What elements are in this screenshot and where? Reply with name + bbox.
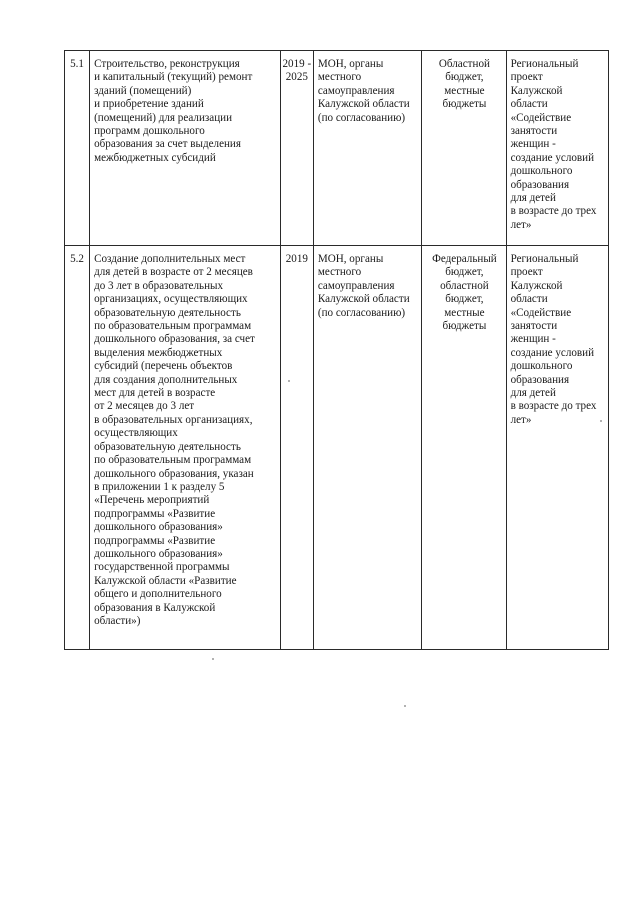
scan-speck	[212, 658, 214, 660]
measure-name: Создание дополнительных мест для детей в возрасте от 2 месяцев до 3 лет в образовательных организациях, осуществляющих образовательную деятельность по образовательным программам дошкольного образования, за счет выделения межбюджетных субсидий (перечень объектов для создания дополнительных мест для детей в возрасте от 2 месяцев до 3 лет в образовательных организациях, осуществляющих образовательную деятельность по образовательным программам дошкольного образования, указан в приложении 1 к разделу 5 «Перечень мероприятий подпрограммы «Развитие дошкольного образования» подпрограммы «Развитие дошкольного образования» государственной программы Калужской области «Развитие общего и дополнительного образования в Калужской области»)	[90, 246, 281, 650]
scan-speck	[404, 705, 406, 707]
table-row	[65, 51, 609, 246]
measures-table	[64, 50, 609, 650]
measure-name: Строительство, реконструкция и капитальный (текущий) ремонт зданий (помещений) и приобретение зданий (помещений) для реализации программ дошкольного образования за счет выделения межбюджетных субсидий	[90, 51, 281, 246]
implementation-term: 2019	[280, 246, 313, 650]
implementation-term: 2019 - 2025	[280, 51, 313, 246]
row-number: 5.1	[65, 51, 90, 246]
table-row	[65, 246, 609, 650]
regional-project: Региональный проект Калужской области «Содействие занятости женщин - создание условий дошкольного образования для детей в возрасте до трех лет»	[506, 51, 608, 246]
funding-source: Областной бюджет, местные бюджеты	[422, 51, 506, 246]
scan-speck	[600, 420, 602, 422]
regional-project: Региональный проект Калужской области «Содействие занятости женщин - создание условий дошкольного образования для детей в возрасте до трех лет»	[506, 246, 608, 650]
row-number: 5.2	[65, 246, 90, 650]
executor: МОН, органы местного самоуправления Калужской области (по согласованию)	[313, 246, 421, 650]
scan-speck	[288, 380, 290, 382]
executor: МОН, органы местного самоуправления Калужской области (по согласованию)	[313, 51, 421, 246]
funding-source: Федеральный бюджет, областной бюджет, местные бюджеты	[422, 246, 506, 650]
